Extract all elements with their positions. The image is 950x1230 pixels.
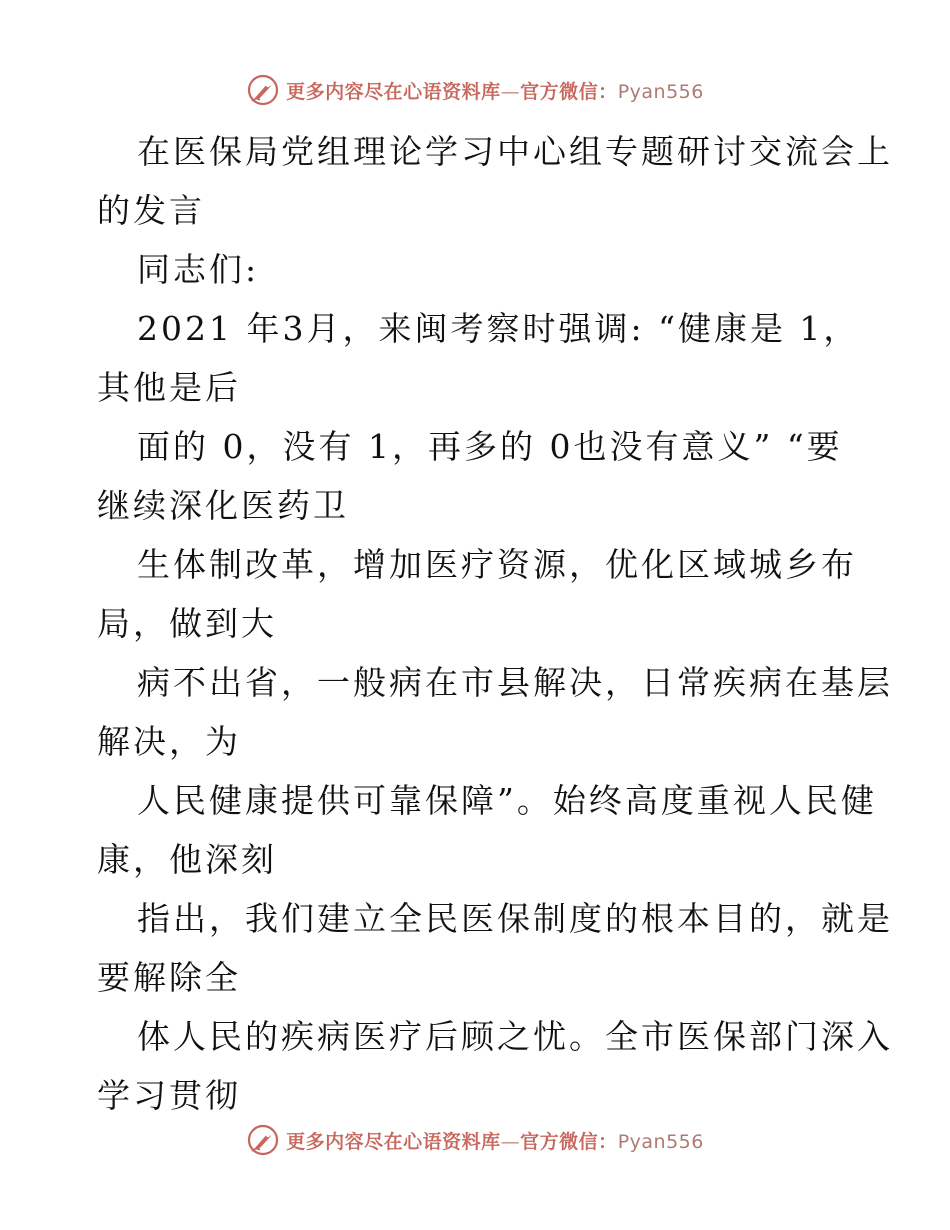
paragraph-line: 继续深化医药卫 <box>97 486 349 525</box>
paragraph-line: 解决，为 <box>97 722 241 761</box>
paragraph-line: 康，他深刻 <box>97 840 277 879</box>
watermark-text <box>286 77 704 104</box>
paragraph-line: 学习贯彻 <box>97 1076 241 1115</box>
paragraph-line: 要解除全 <box>97 958 241 997</box>
pen-nib-logo-icon <box>246 1123 280 1157</box>
watermark-site-text: 更多内容尽在心语资料库 <box>286 80 501 103</box>
header-watermark <box>0 70 950 110</box>
watermark-text <box>286 1127 704 1154</box>
footer-watermark <box>0 1120 950 1160</box>
paragraph-line: 指出，我们建立全民医保制度的根本目的，就是 <box>137 899 893 938</box>
watermark-wechat-label: 官方微信： <box>520 1130 618 1153</box>
salutation: 同志们: <box>137 250 260 289</box>
paragraph-line: 人民健康提供可靠保障”。始终高度重视人民健 <box>137 781 877 820</box>
paragraph-line: 病不出省，一般病在市县解决，日常疾病在基层 <box>137 663 893 702</box>
watermark-wechat-label: 官方微信： <box>520 80 618 103</box>
title-line-2: 的发言 <box>97 191 205 230</box>
paragraph-line: 面的 0，没有 1，再多的 0也没有意义” “要 <box>137 427 843 466</box>
paragraph-line: 生体制改革，增加医疗资源，优化区域城乡布 <box>137 545 857 584</box>
document-body <box>97 122 893 1125</box>
paragraph-line: 局，做到大 <box>97 604 277 643</box>
watermark-site-text: 更多内容尽在心语资料库 <box>286 1130 501 1153</box>
title-line-1: 在医保局党组理论学习中心组专题研讨交流会上 <box>137 132 893 171</box>
paragraph-line: 2021 年3月，来闽考察时强调: “健康是 1， <box>137 309 860 348</box>
paragraph-line: 其他是后 <box>97 368 241 407</box>
watermark-wechat-id: Pyan556 <box>617 1130 704 1153</box>
watermark-dash: — <box>500 1130 521 1153</box>
watermark-wechat-id: Pyan556 <box>617 80 704 103</box>
paragraph-line: 体人民的疾病医疗后顾之忧。全市医保部门深入 <box>137 1017 893 1056</box>
pen-nib-logo-icon <box>246 73 280 107</box>
watermark-dash: — <box>500 80 521 103</box>
